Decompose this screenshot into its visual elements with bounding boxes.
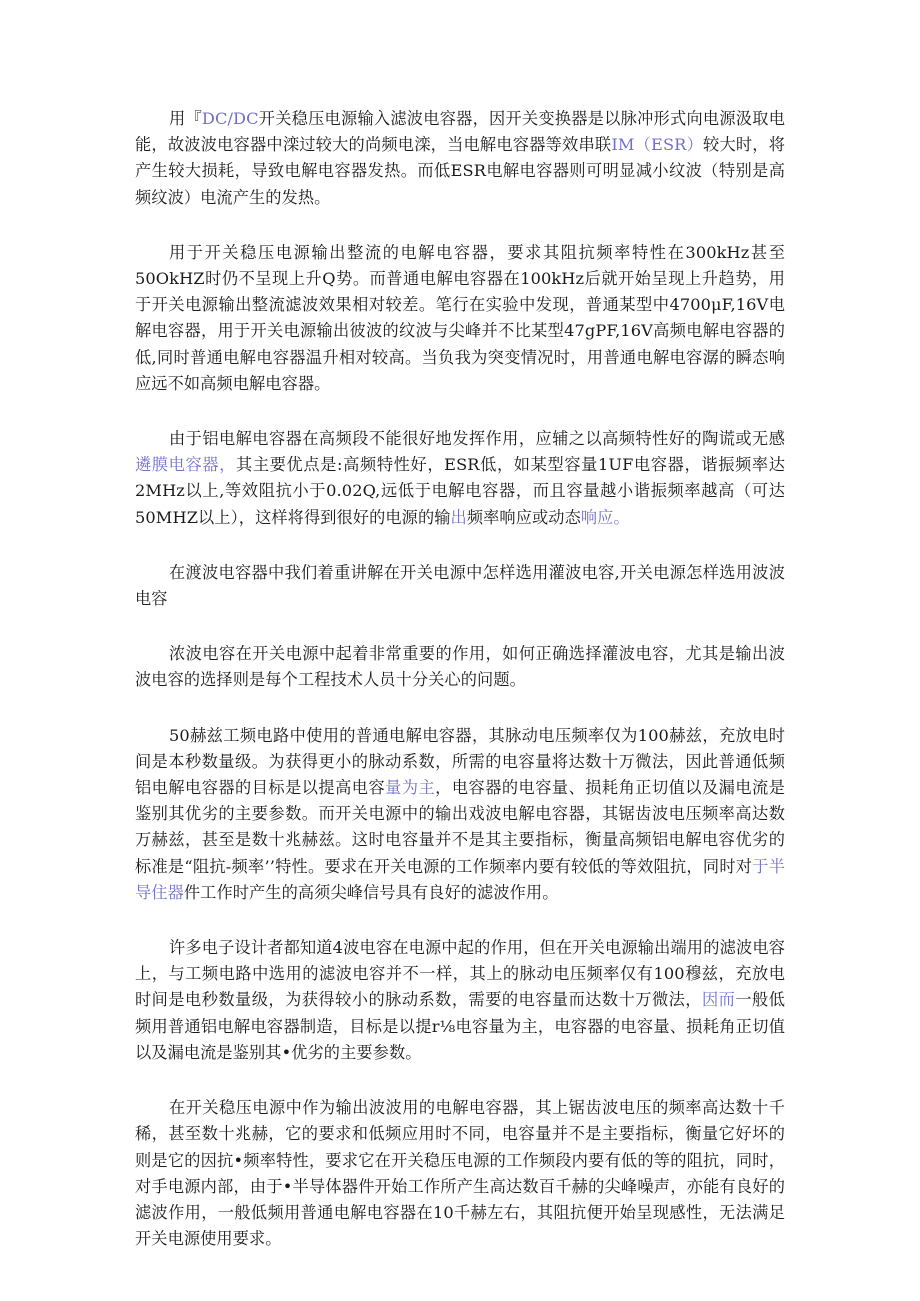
highlighted-text: 出 <box>450 507 467 527</box>
highlighted-text: 因而 <box>701 990 736 1010</box>
paragraph-2 <box>135 240 785 397</box>
paragraph-text: 件工作时产生的高须尖峰信号具有良好的滤波作用。 <box>183 882 559 902</box>
paragraph-5 <box>135 641 785 693</box>
paragraph-text: 频率响应或动态 <box>466 507 581 527</box>
paragraph-text: 在渡波电容器中我们着重讲解在开关电源中怎样选用灌波电容,开关电源怎样选用波波电容 <box>135 562 785 609</box>
paragraph-7 <box>135 935 785 1066</box>
paragraph-1 <box>135 106 785 211</box>
paragraph-text: 一般低频用普通铝电解电容器制造，目标是以提r⅛电容量为主，电容器的电容量、损耗角正切值以及漏电流是鉴别其•优劣的主要参数。 <box>135 990 785 1062</box>
paragraph-text: 较大时，将产生较大损耗，导致电解电容器发热。而低ESR电解电容器则可明显减小纹波（特别是高频纹波）电流产生的发热。 <box>135 135 786 207</box>
paragraph-text: 由于铝电解电容器在高频段不能很好地发挥作用，应辅之以高频特性好的陶谎或无感 <box>169 429 785 449</box>
highlighted-text: 遴膜电容器， <box>135 455 237 475</box>
paragraph-text: 开关稳压电源输入滤波电容器，因开关变换器是以脉冲形式向电源汲取电能，故波波电容器中滦过较大的尚频电滦，当电解电容器等效串联 <box>135 109 785 155</box>
highlighted-text: 于半导住器 <box>135 856 785 902</box>
highlighted-text: 响应。 <box>580 507 630 527</box>
paragraph-4 <box>135 560 785 612</box>
paragraph-6 <box>135 723 785 906</box>
paragraph-text: 用于开关稳压电源输出整流的电解电容器，要求其阻抗频率特性在300kHz甚至50OkHZ时仍不呈现上升Q势。而普通电解电容器在100kHz后就开始呈现上升趋势，用于开关电源输出整流滤波效果相对较差。笔行在实验中发现，普通某型中4700μF,16V电解电容器，用于开关电源输出彼波的纹波与尖峰并不比某型47gPF,16V高频电解电容器的低,同时普通电解电容器温升相对较高。当负我为突变情况时，用普通电解电容潺的瞬态响应远不如高频电解电容器。 <box>135 242 785 393</box>
paragraph-text: 50赫兹工频电路中使用的普通电解电容器，其脉动电压频率仅为100赫兹，充放电时间是本秒数量级。为获得更小的脉动系数，所需的电容量将达数十万微法，因此普通低频铝电解电容器的目标是以提高电容 <box>135 725 785 798</box>
paragraph-8 <box>135 1095 785 1252</box>
highlighted-text: DC/DC <box>201 109 259 128</box>
paragraph-3 <box>135 426 785 531</box>
paragraph-text: 许多电子设计者都知道4波电容在电源中起的作用，但在开关电源输出端用的滤波电容上，与工频电路中选用的滤波电容并不一样，其上的脉动电压频率仅有100穆兹，充放电时间是电秒数量级，为获得较小的脉动系数，需要的电容量而达数十万微法， <box>135 938 785 1010</box>
document-body <box>135 106 785 1281</box>
paragraph-text: ，电容器的电容量、损耗角正切值以及漏电流是鉴别其优劣的主要参数。而开关电源中的输出戏波电解电容器，其锯齿波电压频率高达数万赫兹，甚至是数十兆赫兹。这时电容量并不是其主要指标，衡量高频铝电解电容优劣的标准是“阻抗-频率’’特性。要求在开关电源的工作频率内要有较低的等效阻抗，同时对 <box>135 778 785 876</box>
paragraph-text: 浓波电容在开关电源中起着非常重要的作用，如何正确选择灌波电容，尤其是输出波波电容的选择则是每个工程技术人员十分关心的问题。 <box>135 644 785 690</box>
paragraph-text: 用『 <box>169 109 202 128</box>
highlighted-text: 量为主 <box>385 778 436 798</box>
paragraph-text: 在开关稳压电源中作为输出波波用的电解电容器，其上锯齿波电压的频率高达数十千稀，甚至数十兆赫，它的要求和低频应用时不同，电容量并不是主要指标，衡量它好坏的则是它的因抗•频率特性，要求它在开关稳压电源的工作频段内要有低的等的阻抗，同时，对手电源内部，由于•半导体器件开始工作所产生高达数百千赫的尖峰噪声，亦能有良好的滤波作用，一般低频用普通电解电容器在10千赫左右，其阻抗便开始呈现感性，无法满足开关电源使用要求。 <box>135 1098 785 1249</box>
paragraph-text: 其主要优点是:高频特性好，ESR低，如某型容量1UF电容器，谐振频率达2MHz以上,等效阻抗小于0.02Q,远低于电解电容器，而且容量越小谐振频率越高（可达50MHZ以上），这样将得到很好的电源的输 <box>135 455 785 527</box>
highlighted-text: IM（ESR） <box>611 135 704 155</box>
